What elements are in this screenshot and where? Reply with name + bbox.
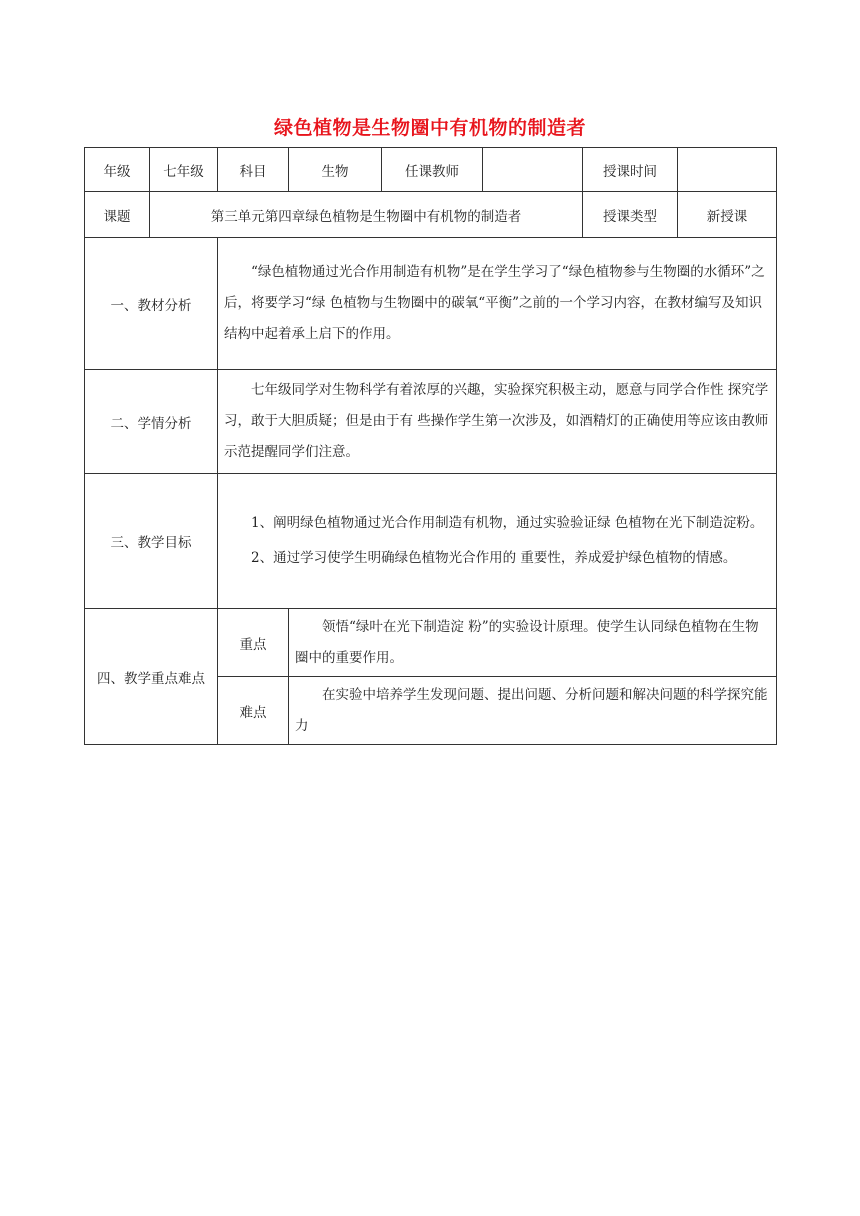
key-point-cell [289,609,777,677]
teaching-goals-cell [218,474,777,609]
material-analysis-text: “绿色植物通过光合作用制造有机物”是在学生学习了“绿色植物参与生物圈的水循环”之后，将要学习“绿 色植物与生物圈中的碳氧“平衡”之前的一个学习内容，在教材编写及知识结构中起着承上启下的作用。 [224,264,765,342]
time-value [678,148,777,192]
student-analysis-label: 二、学情分析 [85,370,218,474]
material-analysis-label: 一、教材分析 [85,238,218,370]
header-row [85,148,777,192]
document-title: 绿色植物是生物圈中有机物的制造者 [273,117,586,139]
difficult-point-cell [289,677,777,745]
material-analysis-cell [218,238,777,370]
goal-item-2: 2、通过学习使学生明确绿色植物光合作用的 重要性，养成爱护绿色植物的情感。 [251,550,737,566]
grade-value: 七年级 [150,148,218,192]
teaching-goals-row [85,474,777,609]
material-analysis-row [85,238,777,370]
key-point-row [85,609,777,677]
teaching-goals-label: 三、教学目标 [85,474,218,609]
teacher-label: 任课教师 [382,148,483,192]
topic-label: 课题 [85,192,150,238]
lesson-type-value: 新授课 [678,192,777,238]
student-analysis-text: 七年级同学对生物科学有着浓厚的兴趣，实验探究积极主动，愿意与同学合作性 探究学习，敢于大胆质疑；但是由于有 些操作学生第一次涉及，如酒精灯的正确使用等应该由教师示范提醒同学们注意。 [224,382,769,460]
grade-label: 年级 [85,148,150,192]
focus-difficulty-label: 四、教学重点难点 [85,609,218,745]
difficult-point-text: 在实验中培养学生发现问题、提出问题、分析问题和解决问题的科学探究能力 [295,686,768,734]
time-label: 授课时间 [583,148,678,192]
topic-row [85,192,777,238]
goal-item-1: 1、阐明绿色植物通过光合作用制造有机物，通过实验验证绿 色植物在光下制造淀粉。 [251,515,764,531]
lesson-plan-table [84,147,777,745]
student-analysis-row [85,370,777,474]
topic-value: 第三单元第四章绿色植物是生物圈中有机物的制造者 [150,192,583,238]
student-analysis-cell [218,370,777,474]
subject-value: 生物 [289,148,382,192]
lesson-type-label: 授课类型 [583,192,678,238]
key-point-label: 重点 [218,609,289,677]
key-point-text: 领悟“绿叶在光下制造淀 粉”的实验设计原理。使学生认同绿色植物在生物圈中的重要作用。 [295,618,759,666]
difficult-point-label: 难点 [218,677,289,745]
subject-label: 科目 [218,148,289,192]
teacher-value [483,148,583,192]
